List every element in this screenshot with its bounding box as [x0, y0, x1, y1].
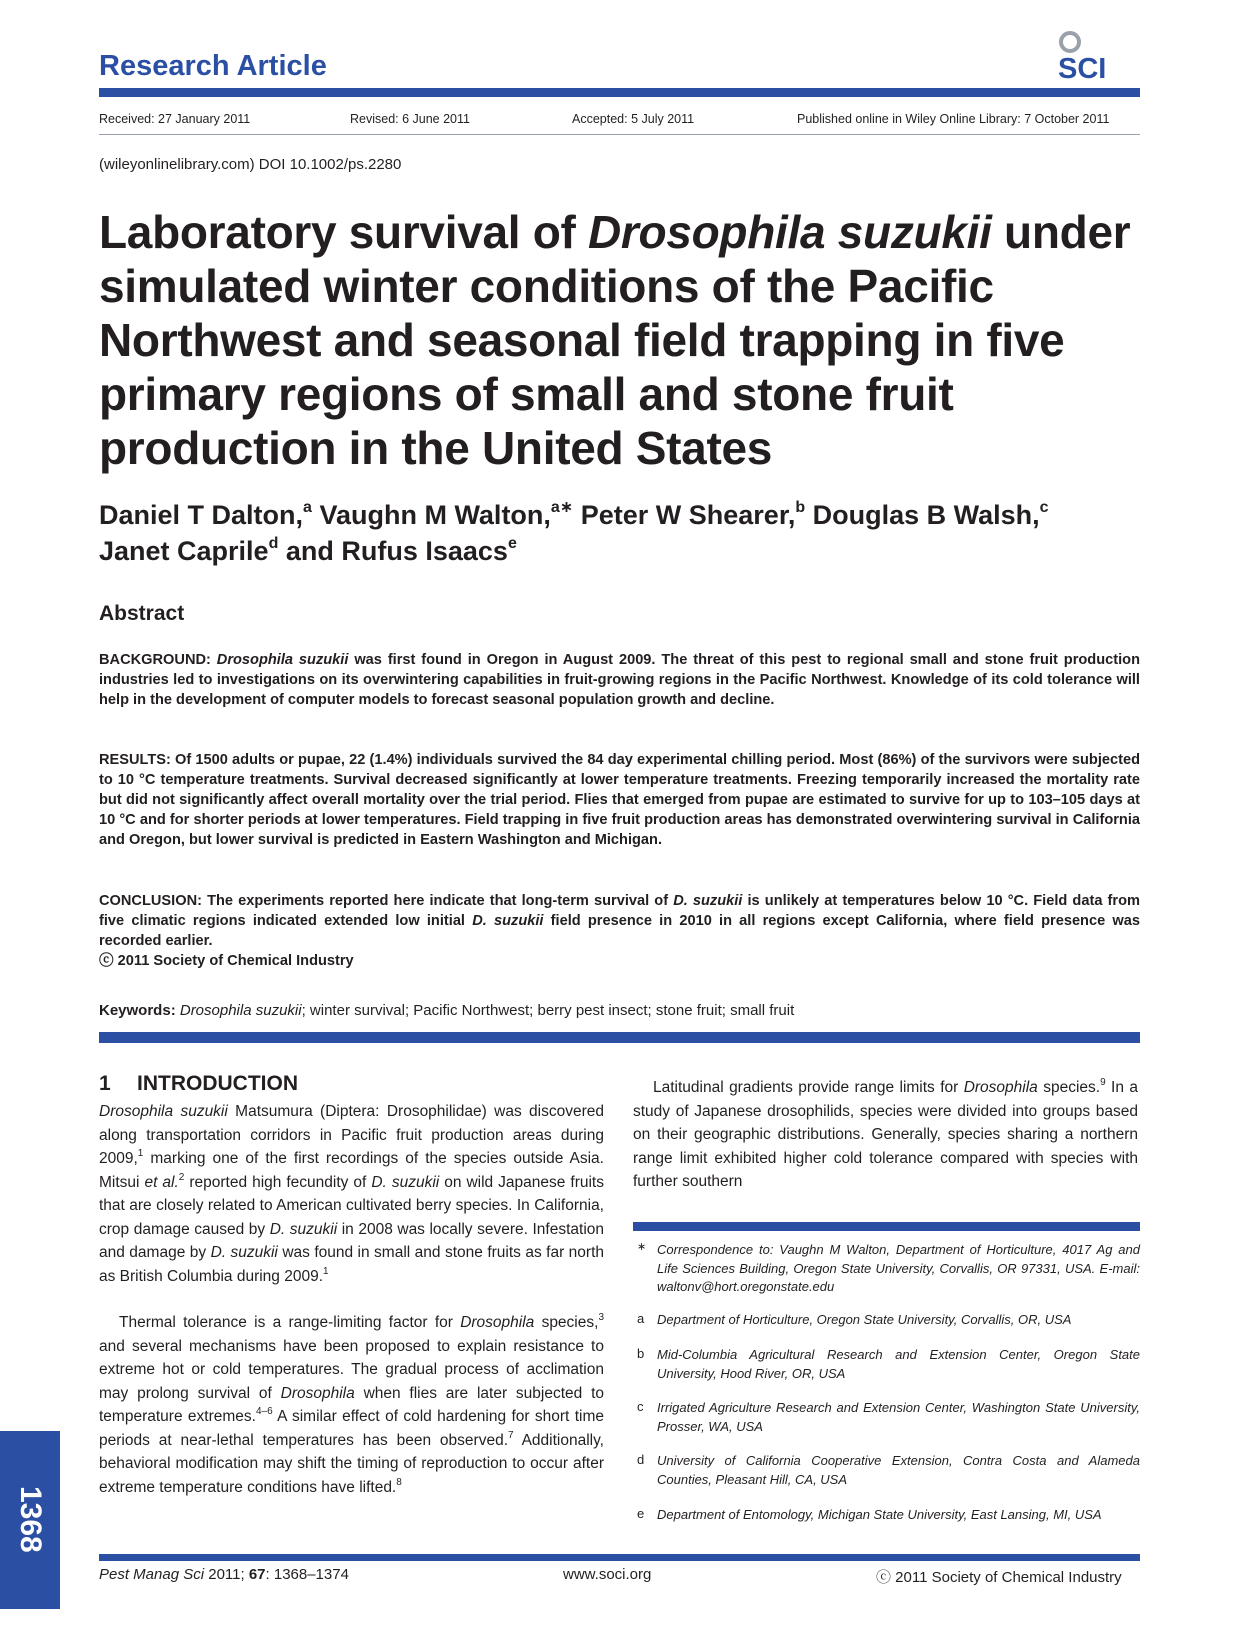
author-shearer: Peter W Shearer,$^b$ [573, 499, 806, 530]
section-heading-introduction: 1 INTRODUCTION [99, 1072, 298, 1095]
accepted-date: Accepted: 5 July 2011 [572, 112, 695, 126]
abstract-heading: Abstract [99, 602, 185, 625]
abstract-rule [99, 1032, 1140, 1043]
title-species: Drosophila suzukii [588, 206, 992, 258]
sci-logo-text: SCI [1058, 53, 1107, 84]
sci-logo [1050, 28, 1142, 84]
correspondence-note: Correspondence to: Vaughn M Walton, Department of Horticulture, 4017 Ag and Life Sciences Building, Oregon State University, Corvallis, OR 97331, USA. E-mail: waltonv@hort.oregonstate.edu [657, 1242, 1140, 1294]
abstract-background: BACKGROUND: Drosophila suzukii was first found in Oregon in August 2009. The threat of this pest to regional small and stone fruit production industries led to investigations on its overwintering capabilities in fruit-growing regions in the Pacific Northwest. Knowledge of its cold tolerance will help in the development of computer models to forecast seasonal population growth and decline. [99, 652, 1140, 708]
abstract-results: RESULTS: Of 1500 adults or pupae, 22 (1.4%) individuals survived the 84 day experimental chilling period. Most (86%) of the survivors were subjected to 10 °C temperature treatments. Survival decreased significantly at lower temperature treatments. Freezing temporarily increased the mortality rate but did not significantly affect overall mortality over the trial period. Flies that emerged from pupae are estimated to survive for up to 103–105 days at 10 °C and for shorter periods at lower temperatures. Field trapping in five fruit production areas has demonstrated overwintering survival in California and Oregon, but lower survival is predicted in Eastern Washington and Michigan. [99, 752, 1140, 848]
affiliation-mark-a: a [637, 1311, 645, 1326]
doi-link[interactable]: (wileyonlinelibrary.com) DOI 10.1002/ps.2280 [99, 156, 402, 173]
affiliation-mark-d: d [637, 1452, 645, 1467]
abstract-copyright: ⓒ 2011 Society of Chemical Industry [99, 953, 354, 969]
revised-date: Revised: 6 June 2011 [350, 112, 470, 126]
article-title: Laboratory survival of Drosophila suzukii under simulated winter conditions of the Pacific Northwest and seasonal field trapping in five primary regions of small and stone fruit production in the United States [99, 206, 1131, 474]
affiliation-c: Irrigated Agriculture Research and Extension Center, Washington State University, Prosser, WA, USA [657, 1400, 1140, 1434]
footer-citation: Pest Manag Sci 2011; 67: 1368–1374 [99, 1566, 349, 1583]
article-type-heading: Research Article [99, 50, 327, 82]
author-walsh: Douglas B Walsh,$^c$ [805, 499, 1049, 530]
page-number: 1368 [14, 1486, 47, 1553]
intro-paragraph-1: Drosophila suzukii Matsumura (Diptera: Drosophilidae) was discovered along transportation corridors in Pacific fruit production areas during 2009,$^1$ marking one of the first recordings of the species outside Asia. Mitsui et al.$^2$ reported high fecundity of D. suzukii on wild Japanese fruits that are closely related to American cultivated berry species. In California, crop damage caused by D. suzukii in 2008 was locally severe. Infestation and damage by D. suzukii was found in small and stone fruits as far north as British Columbia during 2009.$^1$ [99, 1103, 605, 1285]
affiliation-a: Department of Horticulture, Oregon State University, Corvallis, OR, USA [657, 1312, 1072, 1327]
affiliation-d: University of California Cooperative Extension, Contra Costa and Alameda Counties, Pleasant Hill, CA, USA [657, 1453, 1140, 1487]
author-caprile: Janet Caprile$^d$ [99, 535, 279, 566]
affiliation-b: Mid-Columbia Agricultural Research and Extension Center, Oregon State University, Hood River, OR, USA [657, 1347, 1140, 1381]
affiliation-mark-c: c [637, 1399, 644, 1414]
author-walton: Vaughn M Walton,$^{a∗}$ [311, 499, 574, 530]
published-date: Published online in Wiley Online Library: 7 October 2011 [797, 112, 1110, 126]
footer-rule [99, 1554, 1140, 1561]
footer-copyright: ⓒ 2011 Society of Chemical Industry [876, 1569, 1122, 1586]
author-dalton: Daniel T Dalton,$^a$ [99, 499, 312, 530]
affiliation-mark-b: b [637, 1346, 645, 1361]
footer-website-link[interactable]: www.soci.org [563, 1566, 652, 1583]
keywords: Keywords: Drosophila suzukii; winter survival; Pacific Northwest; berry pest insect; stone fruit; small fruit [99, 1002, 795, 1019]
abstract-conclusion: CONCLUSION: The experiments reported here indicate that long-term survival of D. suzukii is unlikely at temperatures below 10 °C. Field data from five climatic regions indicated extended low initial D. suzukii field presence in 2010 in all regions except California, where field presence was recorded earlier. ⓒ 2011 Society of Chemical Industry [99, 893, 1140, 969]
affiliation-mark-e: e [637, 1506, 645, 1521]
affiliation-e: Department of Entomology, Michigan State University, East Lansing, MI, USA [657, 1507, 1102, 1522]
page-number-tab [0, 1431, 60, 1609]
intro-paragraph-2: Thermal tolerance is a range-limiting factor for Drosophila species,$^3$ and several mechanisms have been proposed to explain resistance to extreme hot or cold temperatures. The gradual process of acclimation may prolong survival of Drosophila when flies are later subjected to temperature extremes.$^{4-6}$ A similar effect of cold hardening for short time periods at near-lethal temperatures has been observed.$^7$ Additionally, behavioral modification may shift the timing of reproduction to occur after extreme temperature conditions have lifted.$^8$ [99, 1312, 604, 1496]
header-rule [99, 88, 1140, 97]
sci-logo-icon [1050, 28, 1142, 84]
author-isaacs: and Rufus Isaacs$^e$ [278, 535, 517, 566]
correspondence-mark: ∗ [637, 1241, 647, 1253]
received-date: Received: 27 January 2011 [99, 112, 251, 126]
intro-paragraph-3: Latitudinal gradients provide range limits for Drosophila species.$^9$ In a study of Japanese drosophilids, species were divided into groups based on their geographic distributions. Generally, species sharing a northern range limit exhibited higher cold tolerance compared with species with further southern [633, 1077, 1138, 1190]
author-list [99, 497, 1159, 569]
dates-divider [99, 134, 1140, 135]
footnote-rule [633, 1222, 1140, 1231]
